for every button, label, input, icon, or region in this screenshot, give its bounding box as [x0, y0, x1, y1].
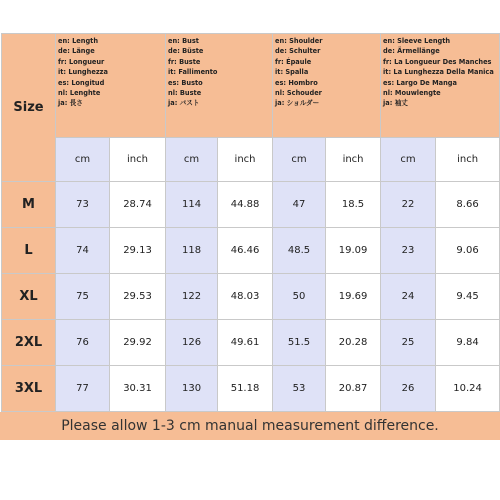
cm-value: 50: [273, 274, 326, 320]
size-label: L: [2, 228, 56, 274]
cm-value: 76: [56, 320, 110, 366]
size-header: Size: [2, 34, 56, 182]
unit-header-cm: cm: [381, 138, 436, 182]
cm-value: 22: [381, 182, 436, 228]
measurement-label-line: it: Fallimento: [168, 68, 218, 77]
cm-value: 118: [166, 228, 218, 274]
measurement-label-line: fr: Longueur: [58, 57, 105, 66]
cm-value: 53: [273, 366, 326, 412]
inch-value: 29.53: [110, 274, 166, 320]
measurement-label-line: es: Largo De Manga: [383, 78, 457, 87]
cm-value: 126: [166, 320, 218, 366]
cm-value: 23: [381, 228, 436, 274]
cm-value: 24: [381, 274, 436, 320]
inch-value: 30.31: [110, 366, 166, 412]
measurement-label-line: es: Longitud: [58, 78, 105, 87]
table-row: [2, 320, 500, 366]
table-row: [2, 366, 500, 412]
size-label: 3XL: [2, 366, 56, 412]
unit-header-inch: inch: [326, 138, 381, 182]
inch-value: 9.45: [436, 274, 500, 320]
cm-value: 51.5: [273, 320, 326, 366]
measurement-label-line: it: La Lunghezza Della Manica: [383, 68, 494, 77]
measurement-header-1: [166, 34, 273, 138]
cm-value: 75: [56, 274, 110, 320]
measurement-label-line: fr: Épaule: [275, 57, 312, 66]
cm-value: 74: [56, 228, 110, 274]
cm-value: 25: [381, 320, 436, 366]
inch-value: 46.46: [218, 228, 273, 274]
table-row: [2, 182, 500, 228]
measurement-label-line: es: Busto: [168, 78, 203, 87]
inch-value: 51.18: [218, 366, 273, 412]
inch-value: 28.74: [110, 182, 166, 228]
measurement-label-line: en: Bust: [168, 37, 199, 45]
measurement-label-line: it: Lunghezza: [58, 68, 108, 77]
unit-header-cm: cm: [56, 138, 110, 182]
measurement-label-line: en: Length: [58, 37, 99, 45]
measurement-label-line: nl: Mouwlengte: [383, 89, 441, 98]
measurement-label-line: nl: Schouder: [275, 89, 322, 98]
measurement-note: Please allow 1-3 cm manual measurement difference.: [0, 412, 500, 440]
inch-value: 20.28: [326, 320, 381, 366]
measurement-label-line: de: Schulter: [275, 47, 321, 56]
inch-value: 20.87: [326, 366, 381, 412]
inch-value: 9.84: [436, 320, 500, 366]
measurement-label-line: nl: Lenghte: [58, 89, 101, 98]
unit-header-inch: inch: [436, 138, 500, 182]
cm-value: 73: [56, 182, 110, 228]
table-row: [2, 228, 500, 274]
measurement-header-3: [381, 34, 500, 138]
measurement-label-line: de: Büste: [168, 47, 204, 56]
measurement-label-line: nl: Buste: [168, 89, 202, 98]
cm-value: 114: [166, 182, 218, 228]
inch-value: 49.61: [218, 320, 273, 366]
size-label: M: [2, 182, 56, 228]
measurement-label-line: de: Länge: [58, 47, 95, 56]
inch-value: 19.09: [326, 228, 381, 274]
cm-value: 48.5: [273, 228, 326, 274]
inch-value: 10.24: [436, 366, 500, 412]
measurement-label-line: es: Hombro: [275, 78, 318, 87]
table-row: [2, 274, 500, 320]
measurement-label-line: fr: La Longueur Des Manches: [383, 57, 492, 66]
unit-header-inch: inch: [110, 138, 166, 182]
inch-value: 18.5: [326, 182, 381, 228]
cm-value: 130: [166, 366, 218, 412]
measurement-label-line: it: Spalla: [275, 68, 309, 77]
inch-value: 9.06: [436, 228, 500, 274]
inch-value: 29.92: [110, 320, 166, 366]
measurement-label-line: de: Ärmellänge: [383, 47, 440, 56]
inch-value: 44.88: [218, 182, 273, 228]
inch-value: 19.69: [326, 274, 381, 320]
cm-value: 26: [381, 366, 436, 412]
size-label: XL: [2, 274, 56, 320]
inch-value: 29.13: [110, 228, 166, 274]
measurement-label-line: ja: 長さ: [58, 99, 83, 108]
cm-value: 47: [273, 182, 326, 228]
measurement-label-line: ja: 袖丈: [383, 99, 408, 108]
inch-value: 48.03: [218, 274, 273, 320]
cm-value: 77: [56, 366, 110, 412]
measurement-header-0: [56, 34, 166, 138]
measurement-header-2: [273, 34, 381, 138]
inch-value: 8.66: [436, 182, 500, 228]
measurement-label-line: ja: バスト: [168, 99, 200, 108]
measurement-label-line: ja: ショルダー: [275, 99, 320, 108]
unit-header-cm: cm: [273, 138, 326, 182]
measurement-label-line: en: Shoulder: [275, 37, 323, 45]
unit-header-inch: inch: [218, 138, 273, 182]
size-label: 2XL: [2, 320, 56, 366]
size-chart-table: [1, 33, 500, 412]
measurement-label-line: fr: Buste: [168, 57, 201, 66]
cm-value: 122: [166, 274, 218, 320]
unit-header-cm: cm: [166, 138, 218, 182]
measurement-label-line: en: Sleeve Length: [383, 37, 451, 45]
